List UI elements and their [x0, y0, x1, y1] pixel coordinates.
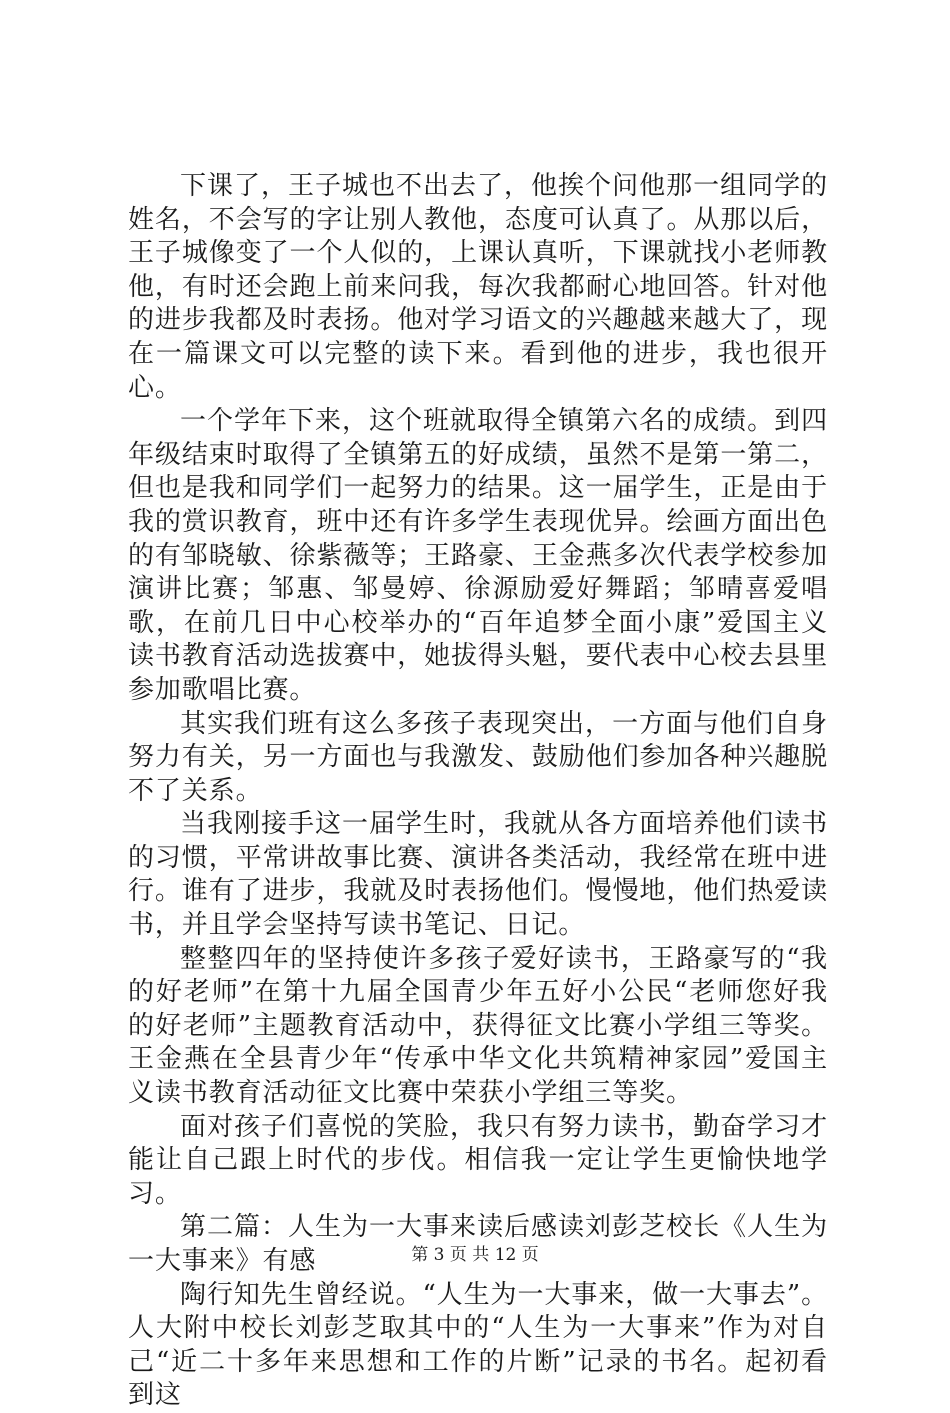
section-heading: 第二篇：人生为一大事来读后感读刘彭芝校长《人生为一大事来》有感 [128, 1212, 828, 1276]
paragraph-4: 当我刚接手这一届学生时，我就从各方面培养他们读书的习惯，平常讲故事比赛、演讲各类活动，我经常在班中进行。谁有了进步，我就及时表扬他们。慢慢地，他们热爱读书，并且学会坚持写读书笔记、日记。 [128, 809, 828, 941]
paragraph-7: 陶行知先生曾经说。“人生为一大事来，做一大事去”。人大附中校长刘彭芝取其中的“人生为一大事来”作为对自己“近二十多年来思想和工作的片断”记录的书名。起初看到这 [128, 1279, 828, 1411]
paragraph-1: 下课了，王子城也不出去了，他挨个问他那一组同学的姓名，不会写的字让别人教他，态度可认真了。从那以后，王子城像变了一个人似的，上课认真听，下课就找小老师教他，有时还会跑上前来问我，每次我都耐心地回答。针对他的进步我都及时表扬。他对学习语文的兴趣越来越大了，现在一篇课文可以完整的读下来。看到他的进步，我也很开心。 [128, 171, 828, 403]
paragraph-2: 一个学年下来，这个班就取得全镇第六名的成绩。到四年级结束时取得了全镇第五的好成绩，虽然不是第一第二，但也是我和同学们一起努力的结果。这一届学生，正是由于我的赏识教育，班中还有许多学生表现优异。绘画方面出色的有邹晓敏、徐紫薇等；王路豪、王金燕多次代表学校参加演讲比赛；邹惠、邹曼婷、徐源励爱好舞蹈；邹晴喜爱唱歌，在前几日中心校举办的“百年追梦全面小康”爱国主义读书教育活动选拔赛中，她拔得头魁，要代表中心校去县里参加歌唱比赛。 [128, 406, 828, 705]
paragraph-6: 面对孩子们喜悦的笑脸，我只有努力读书，勤奋学习才能让自己跟上时代的步伐。相信我一定让学生更愉快地学习。 [128, 1111, 828, 1209]
page-number-footer: 第 3 页 共 12 页 [411, 1245, 539, 1265]
body-text [128, 170, 828, 1413]
paragraph-5: 整整四年的坚持使许多孩子爱好读书，王路豪写的“我的好老师”在第十九届全国青少年五好小公民“老师您好我的好老师”主题教育活动中，获得征文比赛小学组三等奖。王金燕在全县青少年“传承中华文化共筑精神家园”爱国主义读书教育活动征文比赛中荣获小学组三等奖。 [128, 943, 828, 1109]
paragraph-3: 其实我们班有这么多孩子表现突出，一方面与他们自身努力有关，另一方面也与我激发、鼓励他们参加各种兴趣脱不了关系。 [128, 708, 828, 806]
